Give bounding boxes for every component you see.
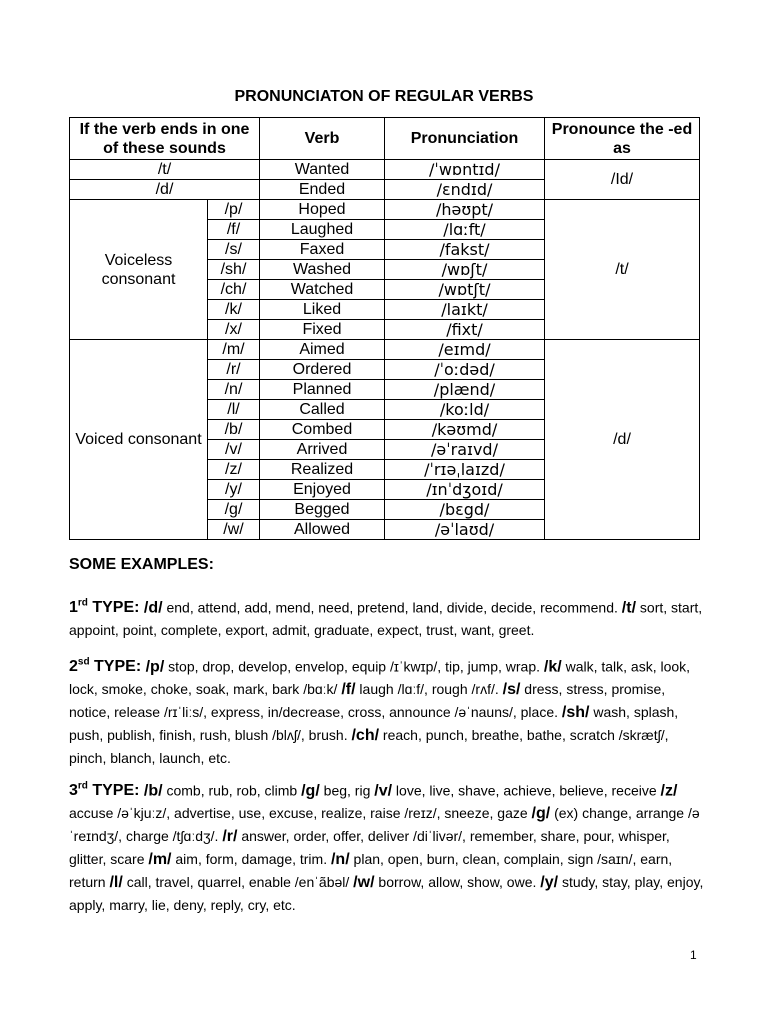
page-number: 1 xyxy=(690,948,697,962)
verb-cell: Laughed xyxy=(260,220,385,240)
sound-key-text: /g/ xyxy=(531,805,551,823)
sound-cell: /m/ xyxy=(208,340,260,360)
type-label xyxy=(69,658,146,675)
example-words: accuse /əˈkjuːz/, advertise, use, excuse, realize, raise /reɪz/, sneeze, gaze xyxy=(69,805,532,822)
pronunciation-cell: /wɒtʃt/ xyxy=(385,280,545,300)
sound-cell: /g/ xyxy=(208,500,260,520)
sound-key-text: /k/ xyxy=(543,658,562,676)
example-words: end, attend, add, mend, need, pretend, land, divide, decide, recommend. xyxy=(162,599,622,616)
pronunciation-cell: /ɛndɪd/ xyxy=(385,180,545,200)
sound-cell: /sh/ xyxy=(208,260,260,280)
sound-key xyxy=(301,782,320,799)
type-label-tail: TYPE: xyxy=(89,658,146,676)
example-words: wash, splash, push, publish, finish, rush, blush /blʌʃ/, brush. xyxy=(69,704,679,744)
type-label xyxy=(69,782,144,799)
sound-key-text: /p/ xyxy=(145,658,165,676)
verb-cell: Faxed xyxy=(260,240,385,260)
sound-cell: /y/ xyxy=(208,480,260,500)
sound-cell: /r/ xyxy=(208,360,260,380)
verb-cell: Hoped xyxy=(260,200,385,220)
example-words: plan, open, burn, clean, complain, sign /saɪn/, earn, return xyxy=(69,851,673,891)
type-label-tail: TYPE: xyxy=(87,599,144,617)
pronunciation-cell: /əˈraɪvd/ xyxy=(385,440,545,460)
sound-key xyxy=(144,599,163,616)
sound-key-text: /g/ xyxy=(301,782,320,800)
sound-key xyxy=(661,782,678,799)
pronunciation-cell: /lɑːft/ xyxy=(385,220,545,240)
examples-title: SOME EXAMPLES: xyxy=(69,556,214,573)
verb-cell: Liked xyxy=(260,300,385,320)
sound-cell: /n/ xyxy=(208,380,260,400)
pronunciation-cell: /ɪnˈdʒoɪd/ xyxy=(385,480,545,500)
sound-key xyxy=(562,704,590,721)
table-header-row xyxy=(70,118,700,160)
type-ordinal: rd xyxy=(77,598,88,609)
sound-key-text: /t/ xyxy=(621,599,637,617)
sound-key-text: /y/ xyxy=(540,874,559,892)
example-words: borrow, allow, show, owe. xyxy=(374,874,541,891)
example-words: love, live, shave, achieve, believe, receive xyxy=(392,782,661,799)
sound-key-text: /b/ xyxy=(143,782,163,800)
verb-cell: Aimed xyxy=(260,340,385,360)
type-label-tail: TYPE: xyxy=(87,782,144,800)
example-words: (ex) change, arrange /əˈreɪndʒ/, charge /tʃɑːdʒ/. xyxy=(69,805,700,845)
sound-key xyxy=(544,658,562,675)
consonant-group-label: Voiceless consonant xyxy=(70,200,208,340)
verb-cell: Washed xyxy=(260,260,385,280)
pronunciation-cell: /koːld/ xyxy=(385,400,545,420)
sound-key-text: /r/ xyxy=(222,828,238,846)
sound-cell: /d/ xyxy=(70,180,260,200)
ed-pronunciation-cell: /d/ xyxy=(545,340,700,540)
pronunciation-cell: /wɒʃt/ xyxy=(385,260,545,280)
example-words: beg, rig xyxy=(319,782,375,799)
pronunciation-cell: /plænd/ xyxy=(385,380,545,400)
table-row xyxy=(70,340,700,360)
type-label xyxy=(69,599,144,616)
sound-cell: /l/ xyxy=(208,400,260,420)
header-ed: Pronounce the -ed as xyxy=(545,118,700,160)
sound-key xyxy=(374,782,392,799)
verb-cell: Fixed xyxy=(260,320,385,340)
sound-key xyxy=(540,874,558,891)
pronunciation-table xyxy=(69,117,700,540)
example-words: call, travel, quarrel, enable /enˈãbəl/ xyxy=(122,874,354,891)
example-type2 xyxy=(69,651,709,770)
consonant-group-label: Voiced consonant xyxy=(70,340,208,540)
pronunciation-cell: /bɛgd/ xyxy=(385,500,545,520)
sound-key-text: /sh/ xyxy=(561,704,590,722)
sound-key xyxy=(331,851,350,868)
sound-cell: /x/ xyxy=(208,320,260,340)
verb-cell: Watched xyxy=(260,280,385,300)
sound-key-text: /z/ xyxy=(660,782,678,800)
example-words: reach, punch, breathe, bathe, scratch /skrætʃ/, pinch, blanch, launch, etc. xyxy=(69,727,669,767)
example-words: walk, talk, ask, look, lock, smoke, choke, soak, mark, bark /bɑːk/ xyxy=(69,658,691,698)
example-words: study, stay, play, enjoy, apply, marry, lie, deny, reply, cry, etc. xyxy=(69,874,704,914)
example-words: dress, stress, promise, notice, release /rɪˈliːs/, express, in/decrease, cross, announce /əˈnauns/, place. xyxy=(69,681,666,721)
sound-key xyxy=(622,599,636,616)
verb-cell: Called xyxy=(260,400,385,420)
sound-key-text: /ch/ xyxy=(351,727,380,745)
verb-cell: Combed xyxy=(260,420,385,440)
pronunciation-cell: /ˈwɒntɪd/ xyxy=(385,160,545,180)
sound-key-text: /m/ xyxy=(148,851,172,869)
sound-cell: /s/ xyxy=(208,240,260,260)
sound-key-text: /s/ xyxy=(502,681,521,699)
pronunciation-cell: /əˈlaʊd/ xyxy=(385,520,545,540)
sound-cell: /k/ xyxy=(208,300,260,320)
verb-cell: Ended xyxy=(260,180,385,200)
sound-key xyxy=(148,851,171,868)
verb-cell: Realized xyxy=(260,460,385,480)
verb-cell: Arrived xyxy=(260,440,385,460)
sound-key-text: /v/ xyxy=(374,782,393,800)
sound-cell: /z/ xyxy=(208,460,260,480)
pronunciation-cell: /fakst/ xyxy=(385,240,545,260)
sound-key-text: /l/ xyxy=(109,874,123,892)
verb-cell: Ordered xyxy=(260,360,385,380)
sound-key-text: /w/ xyxy=(353,874,375,892)
sound-key xyxy=(341,681,355,698)
sound-key xyxy=(222,828,237,845)
example-words: sort, start, appoint, point, complete, export, admit, graduate, expect, trust, want, greet. xyxy=(69,599,703,639)
table-row xyxy=(70,160,700,180)
type-number: 1 xyxy=(69,599,78,617)
sound-cell: /v/ xyxy=(208,440,260,460)
pronunciation-cell: /eɪmd/ xyxy=(385,340,545,360)
pronunciation-cell: /ˈrɪəˌlaɪzd/ xyxy=(385,460,545,480)
sound-key-text: /f/ xyxy=(341,681,356,699)
verb-cell: Begged xyxy=(260,500,385,520)
ed-pronunciation-cell: /t/ xyxy=(545,200,700,340)
header-verb: Verb xyxy=(260,118,385,160)
sound-key xyxy=(353,874,374,891)
table-row xyxy=(70,200,700,220)
example-words: comb, rub, rob, climb xyxy=(162,782,302,799)
sound-key xyxy=(351,727,379,744)
sound-cell: /p/ xyxy=(208,200,260,220)
example-words: laugh /lɑːf/, rough /rʌf/. xyxy=(355,681,503,698)
verb-cell: Enjoyed xyxy=(260,480,385,500)
pronunciation-cell: /laɪkt/ xyxy=(385,300,545,320)
sound-cell: /w/ xyxy=(208,520,260,540)
verb-cell: Allowed xyxy=(260,520,385,540)
type-number: 2 xyxy=(69,658,78,676)
ed-pronunciation-cell: /Id/ xyxy=(545,160,700,200)
example-type3 xyxy=(69,775,709,917)
header-sounds: If the verb ends in one of these sounds xyxy=(70,118,260,160)
sound-key xyxy=(503,681,521,698)
header-pronunciation: Pronunciation xyxy=(385,118,545,160)
verb-cell: Planned xyxy=(260,380,385,400)
type-ordinal: rd xyxy=(77,781,88,792)
sound-cell: /b/ xyxy=(208,420,260,440)
sound-key-text: /d/ xyxy=(143,599,163,617)
type-ordinal: sd xyxy=(77,657,90,668)
pronunciation-cell: /fixt/ xyxy=(385,320,545,340)
pronunciation-cell: /kəʊmd/ xyxy=(385,420,545,440)
pronunciation-cell: /həʊpt/ xyxy=(385,200,545,220)
sound-key xyxy=(144,782,163,799)
example-type1 xyxy=(69,592,709,642)
sound-key xyxy=(532,805,551,822)
sound-cell: /t/ xyxy=(70,160,260,180)
example-words: stop, drop, develop, envelop, equip /ɪˈkwɪp/, tip, jump, wrap. xyxy=(164,658,544,675)
pronunciation-cell: /ˈoːdəd/ xyxy=(385,360,545,380)
sound-cell: /ch/ xyxy=(208,280,260,300)
example-words: answer, order, offer, deliver /diˈlivər/, remember, share, pour, whisper, glitter, scare xyxy=(69,828,670,868)
example-words: aim, form, damage, trim. xyxy=(171,851,331,868)
sound-key xyxy=(109,874,122,891)
page-title: PRONUNCIATON OF REGULAR VERBS xyxy=(234,88,534,105)
type-number: 3 xyxy=(69,782,78,800)
verb-cell: Wanted xyxy=(260,160,385,180)
sound-key-text: /n/ xyxy=(330,851,350,869)
sound-cell: /f/ xyxy=(208,220,260,240)
sound-key xyxy=(146,658,165,675)
